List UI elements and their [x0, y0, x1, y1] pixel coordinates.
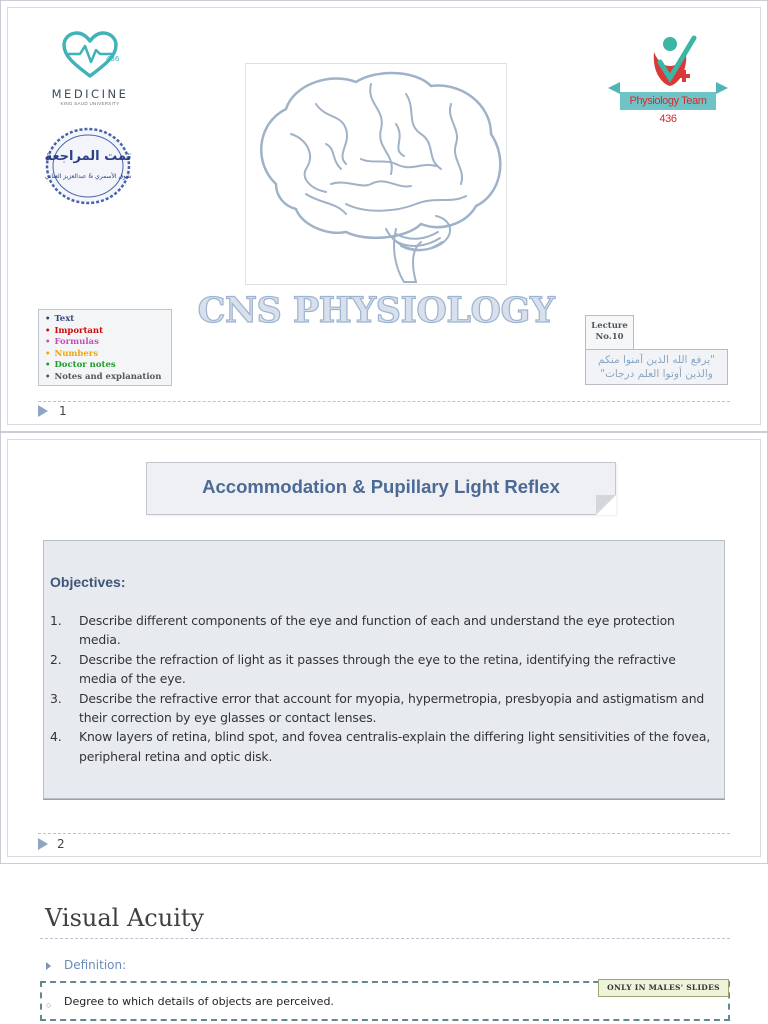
objective-number: 4. [50, 729, 62, 745]
legend-item-formulas [45, 337, 165, 349]
objective-item [50, 650, 716, 689]
objective-item [50, 727, 716, 766]
definition-text: Degree to which details of objects are perceived. [64, 995, 334, 1008]
medicine-logo-word: MEDICINE [51, 87, 129, 101]
legend-item-text [45, 314, 165, 326]
lecture-number: No.10 [595, 332, 624, 342]
objectives-heading: Objectives: [50, 574, 126, 590]
team-emblem-icon [604, 32, 732, 94]
stamp-line-1: تمت المراجعة [44, 149, 132, 164]
slide-2-footer-divider [38, 833, 730, 834]
quote-box [585, 349, 728, 385]
slide-2-page-number: 2 [57, 837, 65, 851]
definition-label: Definition: [64, 958, 127, 972]
legend-item-label: Notes and explanation [54, 371, 162, 382]
bullet-arrow-icon [46, 962, 51, 970]
legend-item-doctor-notes [45, 360, 165, 372]
page-arrow-icon [38, 405, 48, 417]
objective-text: Know layers of retina, blind spot, and fovea centralis-explain the differing light sensitivities of the fovea, peripheral retina and optic disk. [79, 729, 711, 764]
stamp-line-2: شوق الأسمري & عبدالعزيز العناني [44, 173, 132, 180]
reviewed-stamp [44, 126, 132, 206]
legend-item-label: Text [54, 314, 75, 324]
slide-2-title: Accommodation & Pupillary Light Reflex [202, 476, 560, 497]
folded-corner [596, 495, 616, 515]
slide-2-title-box [146, 462, 616, 515]
objective-number: 3. [50, 690, 62, 706]
quote-line-2: والذين أوتوا العلم درجات" [600, 368, 713, 380]
medicine-logo-number: 436 [106, 55, 120, 63]
legend-item-numbers [45, 349, 165, 361]
slide-3-title-divider [40, 938, 730, 939]
slide-1-page-number: 1 [59, 404, 67, 418]
heart-pulse-icon [60, 30, 120, 80]
objectives-list [50, 611, 716, 766]
brain-illustration [245, 63, 507, 285]
objective-number: 2. [50, 651, 62, 667]
objective-text: Describe the refraction of light as it passes through the eye to the retina, identifying the refractive media of the eye. [79, 651, 676, 687]
team-banner: Physiology Team 436 [620, 92, 716, 110]
objective-item [50, 689, 716, 728]
circle-bullet-icon: ○ [46, 1000, 52, 1010]
medicine-logo-subtitle: KING SAUD UNIVERSITY [60, 101, 120, 106]
legend-item-label: Formulas [54, 337, 99, 348]
legend-item-label: Numbers [54, 348, 98, 359]
medicine-logo [40, 30, 140, 118]
slide-3-title: Visual Acuity [45, 904, 205, 932]
legend-item-label: Doctor notes [54, 360, 116, 371]
lecture-number-box [585, 315, 634, 353]
males-slides-badge: ONLY IN MALES' SLIDES [598, 979, 729, 997]
legend-item-important [45, 326, 165, 338]
legend-item-label: Important [54, 325, 104, 336]
objective-text: Describe different components of the eye and function of each and understand the eye protection media. [79, 613, 675, 648]
objective-item [50, 611, 716, 650]
lecture-label: Lecture [591, 321, 628, 331]
physiology-team-logo [604, 32, 732, 125]
legend-item-notes [45, 372, 165, 384]
objectives-box [43, 540, 725, 799]
page-arrow-icon [38, 838, 48, 850]
quote-line-1: "يرفع الله الذين آمنوا منكم [598, 354, 715, 366]
slide-1-footer-divider [38, 401, 730, 402]
page-title: CNS PHYSIOLOGY [197, 290, 555, 331]
objective-text: Describe the refractive error that account for myopia, hypermetropia, presbyopia and astigmatism and their correction by eye glasses or contact lenses. [79, 690, 705, 726]
color-legend [38, 309, 172, 386]
objective-number: 1. [50, 613, 62, 628]
